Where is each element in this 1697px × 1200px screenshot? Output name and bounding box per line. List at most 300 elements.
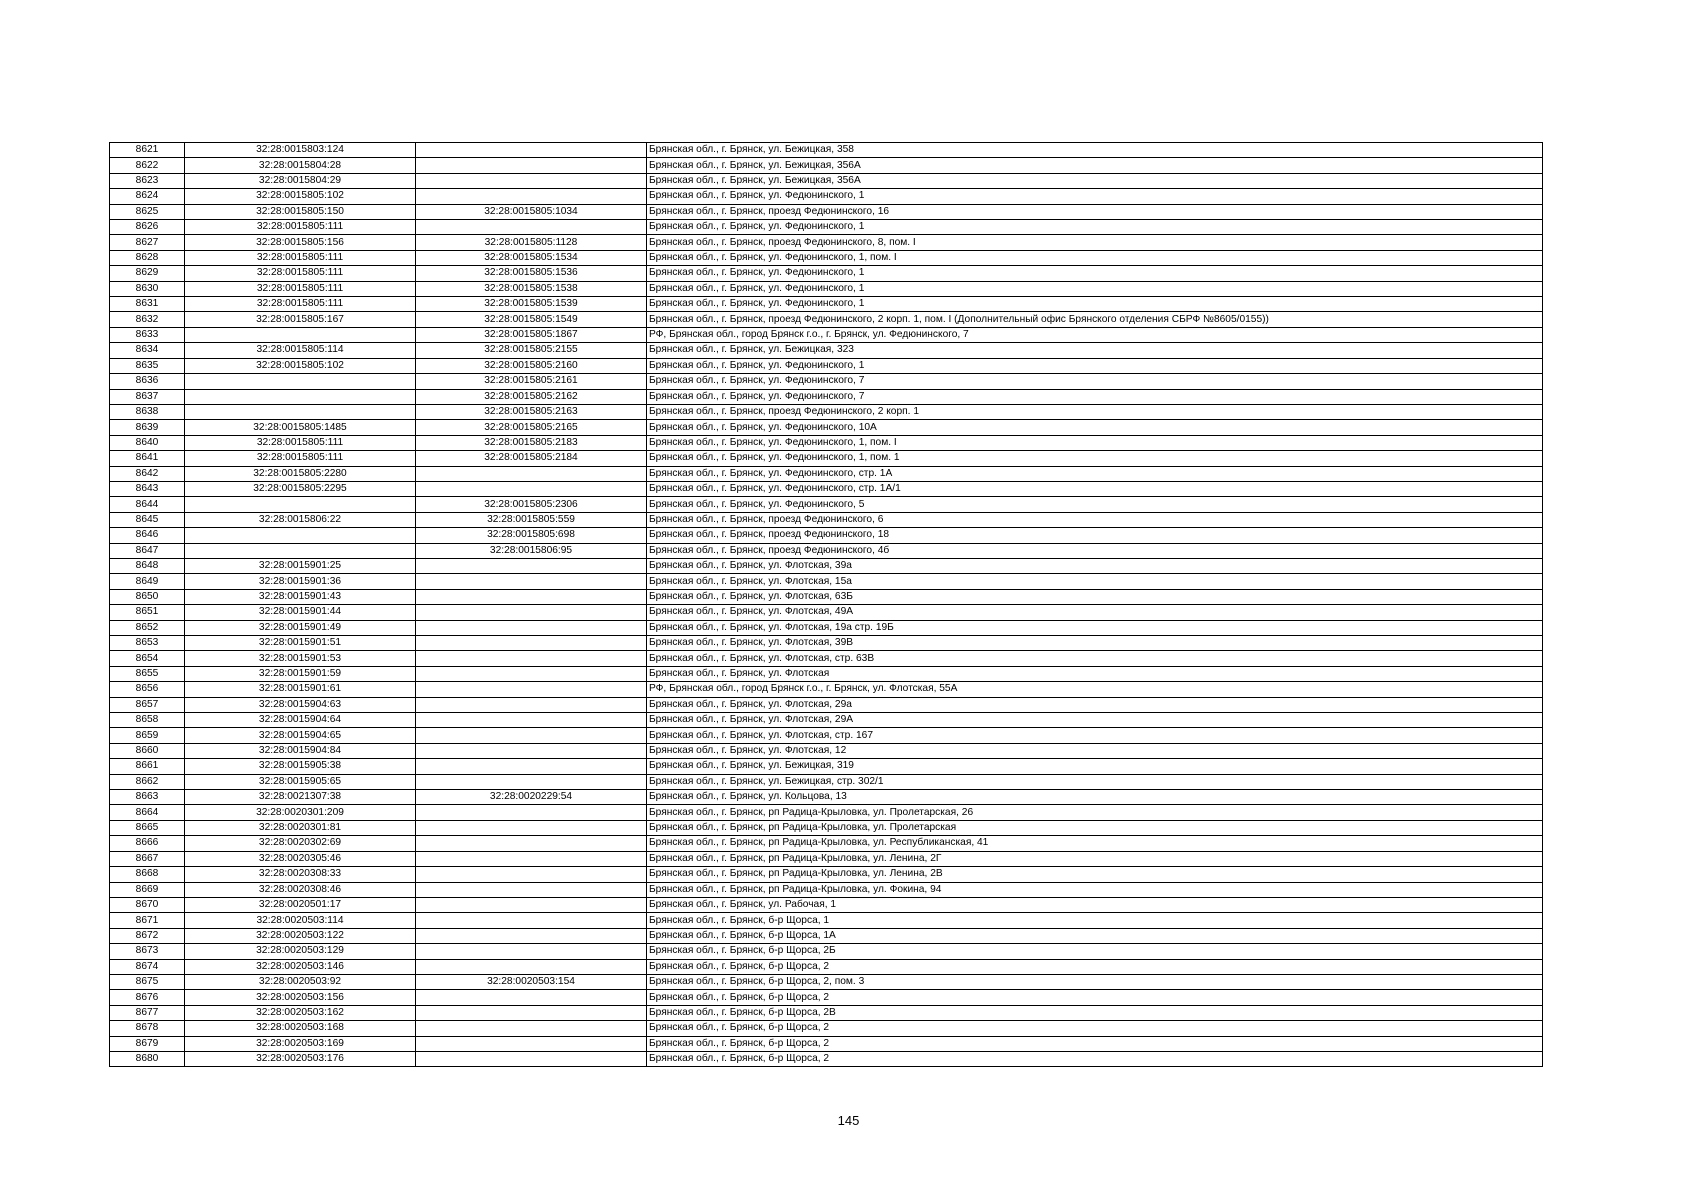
cadastral-number-cell: 32:28:0015901:25 <box>185 558 416 573</box>
address-cell: Брянская обл., г. Брянск, б-р Щорса, 2В <box>647 1005 1543 1020</box>
row-number-cell: 8663 <box>110 790 185 805</box>
related-cadastral-number-cell <box>416 605 647 620</box>
row-number-cell: 8649 <box>110 574 185 589</box>
table-row <box>110 143 1543 158</box>
related-cadastral-number-cell: 32:28:0015805:2163 <box>416 404 647 419</box>
cadastral-number-cell: 32:28:0015805:111 <box>185 266 416 281</box>
cadastral-number-cell: 32:28:0015905:38 <box>185 759 416 774</box>
related-cadastral-number-cell <box>416 558 647 573</box>
cadastral-number-cell: 32:28:0020503:129 <box>185 944 416 959</box>
address-cell: Брянская обл., г. Брянск, б-р Щорса, 2 <box>647 959 1543 974</box>
cadastral-number-cell <box>185 327 416 342</box>
table-row <box>110 497 1543 512</box>
cadastral-number-cell: 32:28:0015901:49 <box>185 620 416 635</box>
row-number-cell: 8653 <box>110 636 185 651</box>
cadastral-number-cell: 32:28:0020305:46 <box>185 851 416 866</box>
cadastral-number-cell <box>185 374 416 389</box>
related-cadastral-number-cell <box>416 189 647 204</box>
related-cadastral-number-cell <box>416 1051 647 1066</box>
address-cell: Брянская обл., г. Брянск, ул. Бежицкая, стр. 302/1 <box>647 774 1543 789</box>
address-cell: Брянская обл., г. Брянск, рп Радица-Крыловка, ул. Республиканская, 41 <box>647 836 1543 851</box>
row-number-cell: 8656 <box>110 682 185 697</box>
row-number-cell: 8631 <box>110 297 185 312</box>
address-cell: Брянская обл., г. Брянск, ул. Флотская, 49А <box>647 605 1543 620</box>
cadastral-number-cell: 32:28:0015805:111 <box>185 435 416 450</box>
row-number-cell: 8659 <box>110 728 185 743</box>
cadastral-number-cell: 32:28:0015805:150 <box>185 204 416 219</box>
cadastral-number-cell: 32:28:0021307:38 <box>185 790 416 805</box>
row-number-cell: 8637 <box>110 389 185 404</box>
cadastral-number-cell: 32:28:0015805:102 <box>185 189 416 204</box>
related-cadastral-number-cell <box>416 928 647 943</box>
related-cadastral-number-cell: 32:28:0015805:1539 <box>416 297 647 312</box>
related-cadastral-number-cell: 32:28:0015805:1034 <box>416 204 647 219</box>
table-row <box>110 297 1543 312</box>
row-number-cell: 8665 <box>110 820 185 835</box>
table-row <box>110 651 1543 666</box>
row-number-cell: 8635 <box>110 358 185 373</box>
address-cell: Брянская обл., г. Брянск, проезд Федюнинского, 2 корп. 1, пом. I (Дополнительный офис Брянского отделения СБРФ №8605/0155)) <box>647 312 1543 327</box>
address-cell: Брянская обл., г. Брянск, ул. Флотская, 29а <box>647 697 1543 712</box>
cadastral-number-cell: 32:28:0020301:209 <box>185 805 416 820</box>
row-number-cell: 8675 <box>110 974 185 989</box>
table-row <box>110 512 1543 527</box>
related-cadastral-number-cell: 32:28:0020503:154 <box>416 974 647 989</box>
table-row <box>110 420 1543 435</box>
table-row <box>110 728 1543 743</box>
table-row <box>110 220 1543 235</box>
related-cadastral-number-cell <box>416 759 647 774</box>
related-cadastral-number-cell <box>416 589 647 604</box>
table-row <box>110 266 1543 281</box>
address-cell: Брянская обл., г. Брянск, ул. Флотская, 15а <box>647 574 1543 589</box>
cadastral-number-cell: 32:28:0015904:63 <box>185 697 416 712</box>
cadastral-number-cell: 32:28:0015904:64 <box>185 713 416 728</box>
address-cell: Брянская обл., г. Брянск, б-р Щорса, 2 <box>647 1036 1543 1051</box>
row-number-cell: 8638 <box>110 404 185 419</box>
table-row <box>110 959 1543 974</box>
table-row <box>110 204 1543 219</box>
related-cadastral-number-cell: 32:28:0015805:2162 <box>416 389 647 404</box>
related-cadastral-number-cell <box>416 574 647 589</box>
table-row <box>110 882 1543 897</box>
address-cell: Брянская обл., г. Брянск, ул. Флотская, стр. 167 <box>647 728 1543 743</box>
address-cell: Брянская обл., г. Брянск, проезд Федюнинского, 16 <box>647 204 1543 219</box>
table-row <box>110 543 1543 558</box>
cadastral-number-cell: 32:28:0020302:69 <box>185 836 416 851</box>
page-number: 145 <box>837 1113 860 1128</box>
table-row <box>110 481 1543 496</box>
row-number-cell: 8627 <box>110 235 185 250</box>
related-cadastral-number-cell <box>416 836 647 851</box>
table-row <box>110 250 1543 265</box>
row-number-cell: 8630 <box>110 281 185 296</box>
cadastral-number-cell: 32:28:0020503:176 <box>185 1051 416 1066</box>
address-cell: Брянская обл., г. Брянск, ул. Федюнинского, 10А <box>647 420 1543 435</box>
cadastral-number-cell: 32:28:0015805:111 <box>185 451 416 466</box>
row-number-cell: 8652 <box>110 620 185 635</box>
related-cadastral-number-cell: 32:28:0015805:1538 <box>416 281 647 296</box>
related-cadastral-number-cell <box>416 481 647 496</box>
address-cell: Брянская обл., г. Брянск, ул. Флотская <box>647 666 1543 681</box>
related-cadastral-number-cell: 32:28:0015806:95 <box>416 543 647 558</box>
related-cadastral-number-cell: 32:28:0015805:559 <box>416 512 647 527</box>
address-cell: Брянская обл., г. Брянск, ул. Федюнинского, 1 <box>647 220 1543 235</box>
table-row <box>110 620 1543 635</box>
row-number-cell: 8632 <box>110 312 185 327</box>
row-number-cell: 8626 <box>110 220 185 235</box>
table-row <box>110 1005 1543 1020</box>
row-number-cell: 8678 <box>110 1021 185 1036</box>
related-cadastral-number-cell <box>416 944 647 959</box>
related-cadastral-number-cell: 32:28:0015805:1128 <box>416 235 647 250</box>
related-cadastral-number-cell <box>416 820 647 835</box>
table-row <box>110 666 1543 681</box>
address-cell: Брянская обл., г. Брянск, б-р Щорса, 2Б <box>647 944 1543 959</box>
cadastral-number-cell: 32:28:0015805:2280 <box>185 466 416 481</box>
cadastral-number-cell: 32:28:0015804:29 <box>185 173 416 188</box>
cadastral-number-cell: 32:28:0020301:81 <box>185 820 416 835</box>
address-cell: Брянская обл., г. Брянск, ул. Федюнинского, стр. 1А <box>647 466 1543 481</box>
table-row <box>110 774 1543 789</box>
registry-table <box>109 142 1543 1067</box>
cadastral-number-cell: 32:28:0015901:44 <box>185 605 416 620</box>
related-cadastral-number-cell <box>416 636 647 651</box>
table-row <box>110 974 1543 989</box>
row-number-cell: 8644 <box>110 497 185 512</box>
cadastral-number-cell <box>185 543 416 558</box>
address-cell: Брянская обл., г. Брянск, проезд Федюнинского, 18 <box>647 528 1543 543</box>
table-row <box>110 574 1543 589</box>
row-number-cell: 8664 <box>110 805 185 820</box>
table-row <box>110 343 1543 358</box>
row-number-cell: 8667 <box>110 851 185 866</box>
table-row <box>110 389 1543 404</box>
row-number-cell: 8673 <box>110 944 185 959</box>
address-cell: Брянская обл., г. Брянск, ул. Флотская, 19а стр. 19Б <box>647 620 1543 635</box>
related-cadastral-number-cell <box>416 173 647 188</box>
cadastral-number-cell: 32:28:0015901:53 <box>185 651 416 666</box>
address-cell: Брянская обл., г. Брянск, ул. Федюнинского, стр. 1А/1 <box>647 481 1543 496</box>
related-cadastral-number-cell <box>416 897 647 912</box>
address-cell: Брянская обл., г. Брянск, ул. Рабочая, 1 <box>647 897 1543 912</box>
related-cadastral-number-cell: 32:28:0015805:2306 <box>416 497 647 512</box>
table-row <box>110 312 1543 327</box>
address-cell: Брянская обл., г. Брянск, проезд Федюнинского, 4б <box>647 543 1543 558</box>
related-cadastral-number-cell: 32:28:0015805:1534 <box>416 250 647 265</box>
table-row <box>110 466 1543 481</box>
row-number-cell: 8668 <box>110 867 185 882</box>
related-cadastral-number-cell: 32:28:0020229:54 <box>416 790 647 805</box>
row-number-cell: 8655 <box>110 666 185 681</box>
related-cadastral-number-cell: 32:28:0015805:1867 <box>416 327 647 342</box>
row-number-cell: 8650 <box>110 589 185 604</box>
cadastral-number-cell: 32:28:0020503:156 <box>185 990 416 1005</box>
address-cell: Брянская обл., г. Брянск, ул. Федюнинского, 1, пом. I <box>647 250 1543 265</box>
cadastral-number-cell: 32:28:0015805:114 <box>185 343 416 358</box>
cadastral-number-cell: 32:28:0015901:43 <box>185 589 416 604</box>
address-cell: Брянская обл., г. Брянск, ул. Федюнинского, 7 <box>647 389 1543 404</box>
table-row <box>110 589 1543 604</box>
table-row <box>110 682 1543 697</box>
related-cadastral-number-cell <box>416 651 647 666</box>
cadastral-number-cell: 32:28:0015805:1485 <box>185 420 416 435</box>
row-number-cell: 8639 <box>110 420 185 435</box>
table-row <box>110 990 1543 1005</box>
table-row <box>110 558 1543 573</box>
table-row <box>110 790 1543 805</box>
table-row <box>110 189 1543 204</box>
address-cell: Брянская обл., г. Брянск, ул. Бежицкая, 356А <box>647 173 1543 188</box>
table-row <box>110 636 1543 651</box>
address-cell: Брянская обл., г. Брянск, рп Радица-Крыловка, ул. Фокина, 94 <box>647 882 1543 897</box>
cadastral-number-cell: 32:28:0015901:61 <box>185 682 416 697</box>
cadastral-number-cell: 32:28:0015805:156 <box>185 235 416 250</box>
related-cadastral-number-cell <box>416 666 647 681</box>
related-cadastral-number-cell <box>416 851 647 866</box>
address-cell: Брянская обл., г. Брянск, ул. Федюнинского, 5 <box>647 497 1543 512</box>
related-cadastral-number-cell <box>416 713 647 728</box>
cadastral-number-cell: 32:28:0015901:36 <box>185 574 416 589</box>
address-cell: Брянская обл., г. Брянск, ул. Федюнинского, 1, пом. I <box>647 435 1543 450</box>
address-cell: Брянская обл., г. Брянск, ул. Флотская, 63Б <box>647 589 1543 604</box>
row-number-cell: 8640 <box>110 435 185 450</box>
related-cadastral-number-cell <box>416 774 647 789</box>
address-cell: Брянская обл., г. Брянск, проезд Федюнинского, 6 <box>647 512 1543 527</box>
table-row <box>110 281 1543 296</box>
related-cadastral-number-cell <box>416 143 647 158</box>
row-number-cell: 8636 <box>110 374 185 389</box>
address-cell: Брянская обл., г. Брянск, проезд Федюнинского, 2 корп. 1 <box>647 404 1543 419</box>
related-cadastral-number-cell <box>416 220 647 235</box>
cadastral-number-cell: 32:28:0020501:17 <box>185 897 416 912</box>
related-cadastral-number-cell: 32:28:0015805:2155 <box>416 343 647 358</box>
row-number-cell: 8677 <box>110 1005 185 1020</box>
cadastral-number-cell: 32:28:0020503:168 <box>185 1021 416 1036</box>
address-cell: Брянская обл., г. Брянск, ул. Бежицкая, 319 <box>647 759 1543 774</box>
cadastral-number-cell: 32:28:0020503:162 <box>185 1005 416 1020</box>
cadastral-number-cell: 32:28:0020503:92 <box>185 974 416 989</box>
table-row <box>110 928 1543 943</box>
row-number-cell: 8629 <box>110 266 185 281</box>
related-cadastral-number-cell <box>416 697 647 712</box>
row-number-cell: 8658 <box>110 713 185 728</box>
cadastral-number-cell: 32:28:0015901:51 <box>185 636 416 651</box>
related-cadastral-number-cell: 32:28:0015805:2160 <box>416 358 647 373</box>
address-cell: Брянская обл., г. Брянск, ул. Флотская, 29А <box>647 713 1543 728</box>
table-row <box>110 404 1543 419</box>
address-cell: Брянская обл., г. Брянск, б-р Щорса, 2 <box>647 1051 1543 1066</box>
cadastral-number-cell: 32:28:0015904:84 <box>185 743 416 758</box>
related-cadastral-number-cell <box>416 913 647 928</box>
table-row <box>110 805 1543 820</box>
related-cadastral-number-cell <box>416 805 647 820</box>
cadastral-number-cell: 32:28:0015805:102 <box>185 358 416 373</box>
cadastral-number-cell: 32:28:0015805:111 <box>185 220 416 235</box>
cadastral-number-cell: 32:28:0015805:111 <box>185 250 416 265</box>
related-cadastral-number-cell <box>416 1021 647 1036</box>
row-number-cell: 8645 <box>110 512 185 527</box>
row-number-cell: 8648 <box>110 558 185 573</box>
cadastral-number-cell: 32:28:0015805:111 <box>185 281 416 296</box>
row-number-cell: 8671 <box>110 913 185 928</box>
row-number-cell: 8641 <box>110 451 185 466</box>
row-number-cell: 8662 <box>110 774 185 789</box>
table-row <box>110 235 1543 250</box>
row-number-cell: 8660 <box>110 743 185 758</box>
related-cadastral-number-cell: 32:28:0015805:2184 <box>416 451 647 466</box>
row-number-cell: 8642 <box>110 466 185 481</box>
row-number-cell: 8654 <box>110 651 185 666</box>
row-number-cell: 8624 <box>110 189 185 204</box>
row-number-cell: 8674 <box>110 959 185 974</box>
row-number-cell: 8625 <box>110 204 185 219</box>
table-row <box>110 897 1543 912</box>
address-cell: Брянская обл., г. Брянск, ул. Бежицкая, 356А <box>647 158 1543 173</box>
related-cadastral-number-cell: 32:28:0015805:1549 <box>416 312 647 327</box>
row-number-cell: 8628 <box>110 250 185 265</box>
cadastral-number-cell: 32:28:0020503:114 <box>185 913 416 928</box>
address-cell: Брянская обл., г. Брянск, ул. Федюнинского, 1 <box>647 189 1543 204</box>
cadastral-number-cell: 32:28:0020503:146 <box>185 959 416 974</box>
related-cadastral-number-cell: 32:28:0015805:2161 <box>416 374 647 389</box>
related-cadastral-number-cell <box>416 882 647 897</box>
address-cell: Брянская обл., г. Брянск, рп Радица-Крыловка, ул. Ленина, 2Г <box>647 851 1543 866</box>
related-cadastral-number-cell <box>416 990 647 1005</box>
cadastral-number-cell: 32:28:0015805:167 <box>185 312 416 327</box>
row-number-cell: 8622 <box>110 158 185 173</box>
related-cadastral-number-cell <box>416 728 647 743</box>
row-number-cell: 8634 <box>110 343 185 358</box>
table-row <box>110 836 1543 851</box>
related-cadastral-number-cell <box>416 682 647 697</box>
row-number-cell: 8623 <box>110 173 185 188</box>
row-number-cell: 8657 <box>110 697 185 712</box>
table-row <box>110 158 1543 173</box>
related-cadastral-number-cell <box>416 743 647 758</box>
related-cadastral-number-cell <box>416 620 647 635</box>
cadastral-number-cell: 32:28:0015804:28 <box>185 158 416 173</box>
row-number-cell: 8669 <box>110 882 185 897</box>
row-number-cell: 8651 <box>110 605 185 620</box>
row-number-cell: 8646 <box>110 528 185 543</box>
address-cell: Брянская обл., г. Брянск, рп Радица-Крыловка, ул. Ленина, 2В <box>647 867 1543 882</box>
row-number-cell: 8633 <box>110 327 185 342</box>
cadastral-number-cell <box>185 404 416 419</box>
cadastral-number-cell: 32:28:0020308:46 <box>185 882 416 897</box>
cadastral-number-cell: 32:28:0020503:122 <box>185 928 416 943</box>
table-row <box>110 759 1543 774</box>
related-cadastral-number-cell: 32:28:0015805:2183 <box>416 435 647 450</box>
cadastral-number-cell: 32:28:0015803:124 <box>185 143 416 158</box>
table-row <box>110 358 1543 373</box>
address-cell: Брянская обл., г. Брянск, рп Радица-Крыловка, ул. Пролетарская <box>647 820 1543 835</box>
address-cell: Брянская обл., г. Брянск, ул. Федюнинского, 1 <box>647 266 1543 281</box>
address-cell: РФ, Брянская обл., город Брянск г.о., г. Брянск, ул. Федюнинского, 7 <box>647 327 1543 342</box>
row-number-cell: 8680 <box>110 1051 185 1066</box>
table-row <box>110 867 1543 882</box>
table-row <box>110 605 1543 620</box>
address-cell: Брянская обл., г. Брянск, ул. Федюнинского, 1 <box>647 297 1543 312</box>
cadastral-number-cell: 32:28:0020503:169 <box>185 1036 416 1051</box>
address-cell: Брянская обл., г. Брянск, б-р Щорса, 1 <box>647 913 1543 928</box>
address-cell: Брянская обл., г. Брянск, рп Радица-Крыловка, ул. Пролетарская, 26 <box>647 805 1543 820</box>
table-row <box>110 743 1543 758</box>
address-cell: Брянская обл., г. Брянск, ул. Федюнинского, 1, пом. 1 <box>647 451 1543 466</box>
table-row <box>110 374 1543 389</box>
row-number-cell: 8666 <box>110 836 185 851</box>
table-row <box>110 1051 1543 1066</box>
address-cell: Брянская обл., г. Брянск, проезд Федюнинского, 8, пом. I <box>647 235 1543 250</box>
row-number-cell: 8672 <box>110 928 185 943</box>
registry-table-body <box>110 143 1543 1067</box>
row-number-cell: 8670 <box>110 897 185 912</box>
address-cell: Брянская обл., г. Брянск, б-р Щорса, 2 <box>647 990 1543 1005</box>
related-cadastral-number-cell: 32:28:0015805:2165 <box>416 420 647 435</box>
address-cell: Брянская обл., г. Брянск, б-р Щорса, 2 <box>647 1021 1543 1036</box>
table-row <box>110 713 1543 728</box>
related-cadastral-number-cell <box>416 158 647 173</box>
cadastral-number-cell <box>185 389 416 404</box>
cadastral-number-cell: 32:28:0015806:22 <box>185 512 416 527</box>
table-row <box>110 820 1543 835</box>
row-number-cell: 8661 <box>110 759 185 774</box>
table-row <box>110 851 1543 866</box>
related-cadastral-number-cell <box>416 867 647 882</box>
cadastral-number-cell: 32:28:0020308:33 <box>185 867 416 882</box>
address-cell: Брянская обл., г. Брянск, ул. Кольцова, 13 <box>647 790 1543 805</box>
address-cell: Брянская обл., г. Брянск, б-р Щорса, 1А <box>647 928 1543 943</box>
row-number-cell: 8643 <box>110 481 185 496</box>
address-cell: Брянская обл., г. Брянск, ул. Флотская, стр. 63В <box>647 651 1543 666</box>
table-row <box>110 913 1543 928</box>
table-row <box>110 1021 1543 1036</box>
related-cadastral-number-cell <box>416 1005 647 1020</box>
cadastral-number-cell: 32:28:0015904:65 <box>185 728 416 743</box>
related-cadastral-number-cell: 32:28:0015805:1536 <box>416 266 647 281</box>
cadastral-number-cell: 32:28:0015905:65 <box>185 774 416 789</box>
row-number-cell: 8621 <box>110 143 185 158</box>
table-row <box>110 528 1543 543</box>
address-cell: Брянская обл., г. Брянск, ул. Бежицкая, 358 <box>647 143 1543 158</box>
address-cell: Брянская обл., г. Брянск, ул. Федюнинского, 7 <box>647 374 1543 389</box>
related-cadastral-number-cell <box>416 466 647 481</box>
address-cell: Брянская обл., г. Брянск, ул. Федюнинского, 1 <box>647 358 1543 373</box>
related-cadastral-number-cell: 32:28:0015805:698 <box>416 528 647 543</box>
address-cell: РФ, Брянская обл., город Брянск г.о., г. Брянск, ул. Флотская, 55А <box>647 682 1543 697</box>
table-row <box>110 697 1543 712</box>
cadastral-number-cell: 32:28:0015805:111 <box>185 297 416 312</box>
related-cadastral-number-cell <box>416 1036 647 1051</box>
row-number-cell: 8676 <box>110 990 185 1005</box>
table-row <box>110 944 1543 959</box>
cadastral-number-cell <box>185 497 416 512</box>
address-cell: Брянская обл., г. Брянск, б-р Щорса, 2, пом. 3 <box>647 974 1543 989</box>
table-row <box>110 435 1543 450</box>
table-row <box>110 173 1543 188</box>
table-row <box>110 451 1543 466</box>
address-cell: Брянская обл., г. Брянск, ул. Федюнинского, 1 <box>647 281 1543 296</box>
row-number-cell: 8679 <box>110 1036 185 1051</box>
related-cadastral-number-cell <box>416 959 647 974</box>
cadastral-number-cell: 32:28:0015901:59 <box>185 666 416 681</box>
address-cell: Брянская обл., г. Брянск, ул. Флотская, 39В <box>647 636 1543 651</box>
address-cell: Брянская обл., г. Брянск, ул. Флотская, 12 <box>647 743 1543 758</box>
row-number-cell: 8647 <box>110 543 185 558</box>
table-row <box>110 327 1543 342</box>
address-cell: Брянская обл., г. Брянск, ул. Бежицкая, 323 <box>647 343 1543 358</box>
table-row <box>110 1036 1543 1051</box>
